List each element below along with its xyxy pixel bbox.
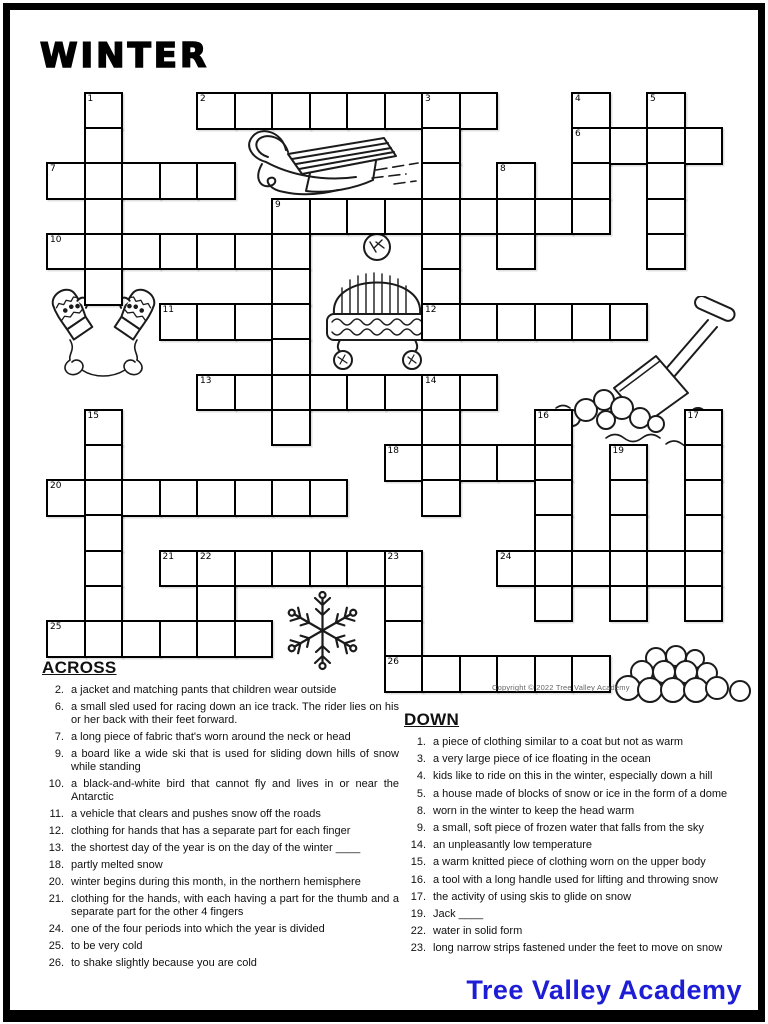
grid-cell[interactable] bbox=[346, 550, 386, 588]
clue-number: 13. bbox=[48, 842, 64, 854]
grid-cell[interactable] bbox=[196, 479, 236, 517]
clue-number: 9. bbox=[416, 821, 426, 834]
clue-number: 12. bbox=[48, 825, 64, 837]
down-clues-list bbox=[404, 736, 760, 955]
grid-cell[interactable] bbox=[196, 303, 236, 341]
grid-cell[interactable] bbox=[609, 585, 649, 623]
grid-cell[interactable] bbox=[159, 620, 199, 658]
grid-cell[interactable] bbox=[534, 550, 574, 588]
clue-text: winter begins during this month, in the northern hemisphere bbox=[71, 876, 361, 888]
clue-number: 11. bbox=[49, 808, 64, 820]
grid-cell[interactable] bbox=[534, 198, 574, 236]
clue-number: 3. bbox=[416, 753, 426, 766]
grid-cell[interactable] bbox=[646, 550, 686, 588]
grid-cell[interactable] bbox=[84, 585, 124, 623]
grid-cell[interactable] bbox=[571, 303, 611, 341]
cell-number: 13 bbox=[200, 375, 212, 386]
grid-cell[interactable] bbox=[271, 303, 311, 341]
clue-text: clothing for the hands, with each having a part for the thumb and a separate part for the other 4 fingers bbox=[71, 893, 399, 918]
grid-cell[interactable] bbox=[271, 233, 311, 271]
across-clue-12 bbox=[42, 825, 399, 838]
clue-number: 1. bbox=[416, 736, 426, 748]
clue-text: long narrow strips fastened under the feet to move on snow bbox=[433, 942, 723, 955]
down-clue-4 bbox=[404, 770, 760, 783]
across-clue-25 bbox=[42, 940, 399, 953]
across-clue-26 bbox=[42, 957, 399, 970]
clue-text: a black-and-white bird that cannot fly and lives in or near the Antarctic bbox=[71, 778, 399, 803]
clue-text: worn in the winter to keep the head warm bbox=[433, 804, 635, 817]
clue-text: Jack ____ bbox=[433, 907, 484, 920]
clue-number: 23. bbox=[410, 942, 426, 955]
grid-cell[interactable] bbox=[609, 514, 649, 552]
across-clue-10 bbox=[42, 778, 399, 804]
grid-cell[interactable] bbox=[571, 162, 611, 200]
across-clue-6 bbox=[42, 701, 399, 727]
grid-cell-8[interactable] bbox=[496, 162, 536, 200]
grid-cell[interactable] bbox=[534, 514, 574, 552]
clue-text: a piece of clothing similar to a coat but not as warm bbox=[433, 736, 684, 748]
clue-text: a very large piece of ice floating in the ocean bbox=[433, 753, 651, 766]
clue-text: a warm knitted piece of clothing worn on the upper body bbox=[433, 856, 706, 869]
grid-cell[interactable] bbox=[459, 444, 499, 482]
grid-cell[interactable] bbox=[684, 550, 724, 588]
grid-cell[interactable] bbox=[646, 162, 686, 200]
down-clue-22 bbox=[404, 925, 760, 938]
cell-number: 2 bbox=[200, 94, 206, 104]
grid-cell[interactable] bbox=[234, 620, 274, 658]
cell-number: 26 bbox=[387, 657, 399, 668]
down-clue-15 bbox=[404, 856, 760, 869]
down-clue-8 bbox=[404, 805, 760, 818]
grid-cell[interactable] bbox=[309, 198, 349, 236]
grid-cell[interactable] bbox=[346, 92, 386, 130]
clue-number: 10. bbox=[48, 778, 64, 790]
cell-number: 9 bbox=[275, 199, 281, 210]
grid-cell[interactable] bbox=[121, 162, 161, 200]
grid-cell[interactable] bbox=[421, 479, 461, 517]
cell-number: 6 bbox=[575, 129, 581, 140]
grid-cell-15[interactable] bbox=[84, 409, 124, 447]
cell-number: 15 bbox=[87, 410, 99, 421]
grid-cell[interactable] bbox=[684, 444, 724, 482]
brand-logo-text: Tree Valley Academy bbox=[466, 975, 742, 1005]
clue-text: a long piece of fabric that's worn around the neck or head bbox=[71, 731, 351, 743]
grid-cell[interactable] bbox=[684, 585, 724, 623]
down-clue-17 bbox=[404, 891, 760, 904]
clue-number: 2. bbox=[54, 684, 64, 696]
clue-text: clothing for hands that has a separate part for each finger bbox=[71, 825, 351, 837]
copyright-text: Copyright © 2022 Tree Valley Academy bbox=[492, 683, 630, 692]
grid-cell-19[interactable] bbox=[609, 444, 649, 482]
grid-cell[interactable] bbox=[84, 127, 124, 165]
across-clue-2 bbox=[42, 684, 399, 697]
down-clues-section bbox=[404, 710, 760, 959]
across-clue-11 bbox=[42, 808, 399, 821]
grid-cell[interactable] bbox=[421, 655, 461, 693]
grid-cell[interactable] bbox=[234, 92, 274, 130]
grid-cell[interactable] bbox=[646, 198, 686, 236]
grid-cell[interactable] bbox=[421, 162, 461, 200]
across-clues-list bbox=[42, 684, 399, 970]
clue-number: 24. bbox=[48, 923, 64, 935]
grid-cell-18[interactable] bbox=[384, 444, 424, 482]
down-clue-16 bbox=[404, 874, 760, 887]
grid-cell[interactable] bbox=[309, 92, 349, 130]
grid-cell[interactable] bbox=[646, 233, 686, 271]
grid-cell-11[interactable] bbox=[159, 303, 199, 341]
clue-text: an unpleasantly low temperature bbox=[433, 839, 592, 852]
grid-cell[interactable] bbox=[421, 127, 461, 165]
clue-number: 16. bbox=[410, 873, 426, 886]
grid-cell-1[interactable] bbox=[84, 92, 124, 130]
grid-cell[interactable] bbox=[84, 620, 124, 658]
grid-cell[interactable] bbox=[84, 550, 124, 588]
clue-number: 6. bbox=[54, 701, 64, 713]
grid-cell-24[interactable] bbox=[496, 550, 536, 588]
grid-cell[interactable] bbox=[496, 198, 536, 236]
down-clue-23 bbox=[404, 942, 760, 955]
grid-cell[interactable] bbox=[84, 444, 124, 482]
grid-cell[interactable] bbox=[84, 514, 124, 552]
grid-cell[interactable] bbox=[384, 585, 424, 623]
clue-number: 14. bbox=[410, 839, 426, 852]
grid-cell-12[interactable] bbox=[421, 303, 461, 341]
grid-cell[interactable] bbox=[459, 92, 499, 130]
grid-cell[interactable] bbox=[384, 198, 424, 236]
cell-number: 8 bbox=[500, 164, 506, 175]
grid-cell[interactable] bbox=[384, 620, 424, 658]
grid-cell[interactable] bbox=[421, 444, 461, 482]
grid-cell[interactable] bbox=[684, 127, 724, 165]
clue-number: 22. bbox=[410, 925, 426, 938]
clue-text: a jacket and matching pants that children wear outside bbox=[71, 684, 337, 696]
cell-number: 11 bbox=[162, 305, 174, 316]
cell-number: 14 bbox=[425, 375, 437, 386]
grid-cell-4[interactable] bbox=[571, 92, 611, 130]
grid-cell[interactable] bbox=[309, 550, 349, 588]
grid-cell[interactable] bbox=[571, 198, 611, 236]
grid-cell-17[interactable] bbox=[684, 409, 724, 447]
clue-text: a board like a wide ski that is used for sliding down hills of snow while standing bbox=[71, 748, 399, 773]
grid-cell[interactable] bbox=[271, 550, 311, 588]
grid-cell[interactable] bbox=[421, 233, 461, 271]
grid-cell-2[interactable] bbox=[196, 92, 236, 130]
clue-number: 21. bbox=[48, 893, 64, 905]
clue-text: partly melted snow bbox=[71, 859, 163, 871]
clue-number: 19. bbox=[410, 907, 426, 920]
grid-cell[interactable] bbox=[646, 127, 686, 165]
down-clue-1 bbox=[404, 736, 760, 749]
grid-cell[interactable] bbox=[84, 268, 124, 306]
down-clue-14 bbox=[404, 839, 760, 852]
grid-cell[interactable] bbox=[459, 198, 499, 236]
grid-cell-10[interactable] bbox=[46, 233, 86, 271]
grid-cell[interactable] bbox=[271, 268, 311, 306]
grid-cell[interactable] bbox=[496, 444, 536, 482]
grid-cell[interactable] bbox=[346, 198, 386, 236]
cell-number: 19 bbox=[612, 446, 624, 456]
cell-number: 20 bbox=[50, 481, 62, 492]
grid-cell[interactable] bbox=[159, 479, 199, 517]
grid-cell[interactable] bbox=[234, 550, 274, 588]
down-clue-5 bbox=[404, 788, 760, 801]
clue-number: 4. bbox=[416, 770, 426, 783]
clue-text: kids like to ride on this in the winter, especially down a hill bbox=[433, 770, 713, 783]
across-clues-section bbox=[42, 658, 399, 974]
grid-cell-23[interactable] bbox=[384, 550, 424, 588]
clue-number: 8. bbox=[416, 804, 426, 817]
clue-text: water in solid form bbox=[433, 925, 523, 938]
grid-cell[interactable] bbox=[609, 479, 649, 517]
grid-cell-3[interactable] bbox=[421, 92, 461, 130]
grid-cell[interactable] bbox=[121, 620, 161, 658]
grid-cell[interactable] bbox=[609, 127, 649, 165]
grid-cell[interactable] bbox=[609, 550, 649, 588]
cell-number: 1 bbox=[87, 94, 94, 104]
grid-cell[interactable] bbox=[534, 444, 574, 482]
clue-number: 7. bbox=[54, 731, 64, 743]
clue-number: 5. bbox=[416, 787, 426, 800]
grid-cell[interactable] bbox=[459, 303, 499, 341]
grid-cell[interactable] bbox=[309, 374, 349, 412]
grid-cell-13[interactable] bbox=[196, 374, 236, 412]
grid-cell[interactable] bbox=[534, 585, 574, 623]
clue-text: the shortest day of the year is on the day of the winter ____ bbox=[71, 842, 361, 854]
across-clue-7 bbox=[42, 731, 399, 744]
grid-cell[interactable] bbox=[346, 374, 386, 412]
grid-cell[interactable] bbox=[384, 92, 424, 130]
down-clue-19 bbox=[404, 908, 760, 921]
grid-cell[interactable] bbox=[534, 303, 574, 341]
grid-cell-6[interactable] bbox=[571, 127, 611, 165]
grid-cell-25[interactable] bbox=[46, 620, 86, 658]
grid-cell[interactable] bbox=[684, 479, 724, 517]
cell-number: 17 bbox=[687, 410, 699, 421]
down-clue-3 bbox=[404, 753, 760, 766]
grid-cell[interactable] bbox=[271, 409, 311, 447]
grid-cell[interactable] bbox=[234, 303, 274, 341]
clue-text: the activity of using skis to glide on snow bbox=[433, 890, 632, 903]
cell-number: 16 bbox=[537, 410, 549, 421]
clue-number: 18. bbox=[48, 859, 64, 871]
clue-number: 9. bbox=[54, 748, 64, 760]
across-clue-9 bbox=[42, 748, 399, 774]
grid-cell[interactable] bbox=[234, 233, 274, 271]
grid-cell-9[interactable] bbox=[271, 198, 311, 236]
grid-cell[interactable] bbox=[196, 162, 236, 200]
clue-number: 25. bbox=[48, 940, 64, 952]
grid-cell-21[interactable] bbox=[159, 550, 199, 588]
clue-number: 20. bbox=[48, 876, 64, 888]
grid-cell[interactable] bbox=[84, 479, 124, 517]
across-clue-21 bbox=[42, 893, 399, 919]
page-title: WINTER bbox=[40, 36, 210, 76]
cell-number: 7 bbox=[50, 164, 56, 175]
cell-number: 21 bbox=[162, 551, 174, 562]
grid-cell[interactable] bbox=[121, 479, 161, 517]
grid-cell[interactable] bbox=[609, 303, 649, 341]
grid-cell[interactable] bbox=[534, 479, 574, 517]
clue-text: a small, soft piece of frozen water that falls from the sky bbox=[433, 821, 704, 834]
clue-number: 15. bbox=[410, 856, 426, 869]
across-clue-24 bbox=[42, 923, 399, 936]
grid-cell[interactable] bbox=[271, 479, 311, 517]
across-heading: ACROSS bbox=[42, 658, 117, 677]
clue-text: a tool with a long handle used for lifting and throwing snow bbox=[433, 873, 718, 886]
grid-cell[interactable] bbox=[421, 409, 461, 447]
grid-cell[interactable] bbox=[84, 162, 124, 200]
clue-number: 17. bbox=[410, 890, 426, 903]
clue-text: a vehicle that clears and pushes snow off the roads bbox=[71, 808, 321, 820]
grid-cell[interactable] bbox=[271, 374, 311, 412]
grid-cell[interactable] bbox=[571, 550, 611, 588]
grid-cell-20[interactable] bbox=[46, 479, 86, 517]
grid-cell-5[interactable] bbox=[646, 92, 686, 130]
clue-number: 26. bbox=[48, 957, 64, 969]
grid-cell[interactable] bbox=[121, 233, 161, 271]
grid-cell[interactable] bbox=[459, 374, 499, 412]
grid-cell[interactable] bbox=[496, 303, 536, 341]
cell-number: 3 bbox=[425, 94, 431, 104]
grid-cell[interactable] bbox=[496, 233, 536, 271]
grid-cell[interactable] bbox=[234, 479, 274, 517]
grid-cell[interactable] bbox=[159, 233, 199, 271]
grid-cell[interactable] bbox=[84, 233, 124, 271]
cell-number: 10 bbox=[50, 234, 62, 245]
grid-cell-7[interactable] bbox=[46, 162, 86, 200]
cell-number: 25 bbox=[50, 622, 62, 632]
grid-cell[interactable] bbox=[421, 268, 461, 306]
clue-text: a small sled used for racing down an ice track. The rider lies on his or her back with their feet forward. bbox=[71, 701, 399, 726]
grid-cell-14[interactable] bbox=[421, 374, 461, 412]
grid-cell[interactable] bbox=[421, 198, 461, 236]
cell-number: 22 bbox=[200, 551, 212, 562]
down-clue-9 bbox=[404, 822, 760, 835]
grid-cell-16[interactable] bbox=[534, 409, 574, 447]
grid-cell[interactable] bbox=[84, 198, 124, 236]
across-clue-13 bbox=[42, 842, 399, 855]
cell-number: 5 bbox=[650, 94, 656, 104]
across-clue-18 bbox=[42, 859, 399, 872]
cell-number: 23 bbox=[387, 551, 399, 562]
clue-text: to shake slightly because you are cold bbox=[71, 957, 257, 969]
cell-number: 18 bbox=[387, 446, 399, 456]
grid-cell[interactable] bbox=[196, 620, 236, 658]
grid-cell[interactable] bbox=[196, 585, 236, 623]
cell-number: 24 bbox=[500, 551, 512, 562]
grid-cell-22[interactable] bbox=[196, 550, 236, 588]
clue-text: one of the four periods into which the year is divided bbox=[71, 923, 325, 935]
grid-cell[interactable] bbox=[384, 374, 424, 412]
grid-cell[interactable] bbox=[196, 233, 236, 271]
cell-number: 4 bbox=[575, 94, 581, 104]
clue-text: to be very cold bbox=[71, 940, 143, 952]
grid-cell[interactable] bbox=[684, 514, 724, 552]
cell-number: 12 bbox=[425, 305, 437, 316]
grid-cell[interactable] bbox=[234, 374, 274, 412]
grid-cell[interactable] bbox=[271, 338, 311, 376]
grid-cell[interactable] bbox=[271, 92, 311, 130]
grid-cell[interactable] bbox=[159, 162, 199, 200]
clue-text: a house made of blocks of snow or ice in the form of a dome bbox=[433, 787, 728, 800]
across-clue-20 bbox=[42, 876, 399, 889]
down-heading: DOWN bbox=[404, 710, 460, 729]
grid-cell[interactable] bbox=[309, 479, 349, 517]
